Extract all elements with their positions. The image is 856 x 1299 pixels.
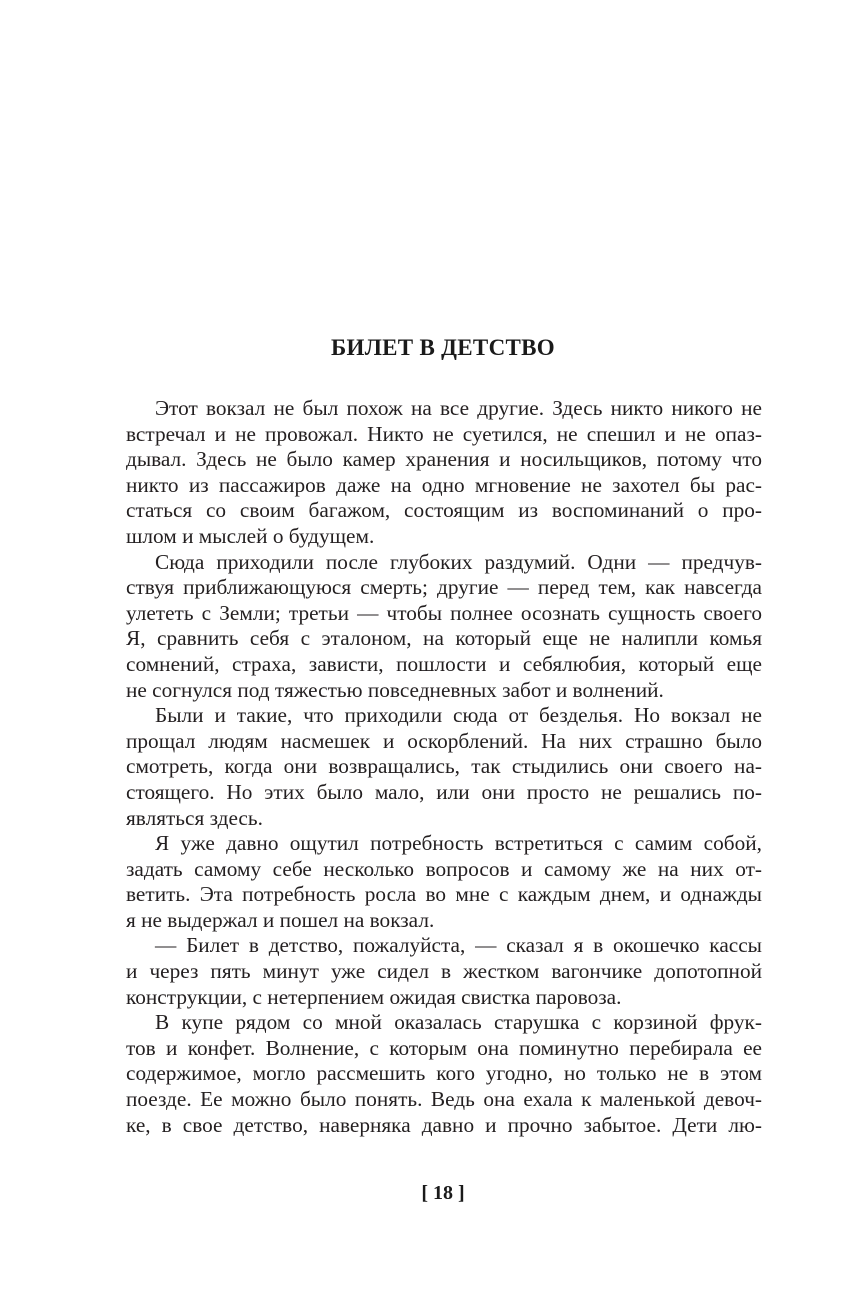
text-line: не согнулся под тяжестью повседневных забот и волнений.	[126, 677, 664, 702]
text-line: конструкции, с нетерпением ожидая свистка паровоза.	[126, 984, 622, 1009]
text-line: дывал. Здесь не было камер хранения и носильщиков, потому что	[126, 447, 762, 472]
text-line: статься со своим багажом, состоящим из воспоминаний о про-	[126, 498, 762, 523]
text-line: сомнений, страха, зависти, пошлости и себялюбия, который еще	[126, 651, 762, 676]
page-number: [ 18 ]	[421, 1182, 465, 1204]
text-line: никто из пассажиров даже на одно мгновение не захотел бы рас-	[126, 472, 762, 497]
text-line: улететь с Земли; третьи — чтобы полнее осознать сущность своего	[126, 600, 762, 625]
text-line: прощал людям насмешек и оскорблений. На них страшно было	[126, 728, 762, 753]
text-line: поезде. Ее можно было понять. Ведь она ехала к маленькой девоч-	[126, 1087, 762, 1112]
text-line: шлом и мыслей о будущем.	[126, 523, 375, 548]
text-line: ствуя приближающуюся смерть; другие — перед тем, как навсегда	[126, 575, 762, 600]
text-line: смотреть, когда они возвращались, так стыдились они своего на-	[126, 754, 762, 779]
text-line: Этот вокзал не был похож на все другие. Здесь никто никого не	[155, 396, 762, 420]
text-line: ке, в свое детство, наверняка давно и прочно забытое. Дети лю-	[126, 1112, 762, 1137]
paragraph-4	[126, 831, 762, 933]
paragraph-2	[126, 550, 762, 704]
text-line: стоящего. Но этих было мало, или они просто не решались по-	[126, 779, 762, 804]
paragraph-5-dialogue	[126, 933, 762, 1010]
text-line: Я, сравнить себя с эталоном, на который еще не налипли комья	[126, 626, 762, 651]
text-line: я не выдержал и пошел на вокзал.	[126, 907, 435, 932]
paragraph-1	[126, 396, 762, 550]
paragraph-6	[126, 1010, 762, 1138]
text-line: В купе рядом со мной оказалась старушка с корзиной фрук-	[155, 1010, 762, 1035]
text-line: Были и такие, что приходили сюда от безделья. Но вокзал не	[155, 703, 762, 728]
chapter-title: БИЛЕТ В ДЕТСТВО	[331, 335, 555, 360]
text-line: являться здесь.	[126, 805, 263, 830]
chapter-body	[126, 396, 762, 1138]
paragraph-3	[126, 703, 762, 831]
text-line: — Билет в детство, пожалуйста, — сказал я в окошечко кассы	[155, 933, 762, 958]
text-line: и через пять минут уже сидел в жестком вагончике допотопной	[126, 959, 762, 984]
text-line: Я уже давно ощутил потребность встретиться с самим собой,	[155, 831, 762, 856]
text-line: задать самому себе несколько вопросов и самому же на них от-	[126, 856, 762, 881]
text-line: ветить. Эта потребность росла во мне с каждым днем, и однажды	[126, 882, 762, 907]
text-line: Сюда приходили после глубоких раздумий. Одни — предчув-	[155, 549, 762, 574]
text-line: встречал и не провожал. Никто не суетился, не спешил и не опаз-	[126, 421, 762, 446]
text-line: тов и конфет. Волнение, с которым она поминутно перебирала ее	[126, 1035, 762, 1060]
text-line: содержимое, могло рассмешить кого угодно, но только не в этом	[126, 1061, 762, 1086]
